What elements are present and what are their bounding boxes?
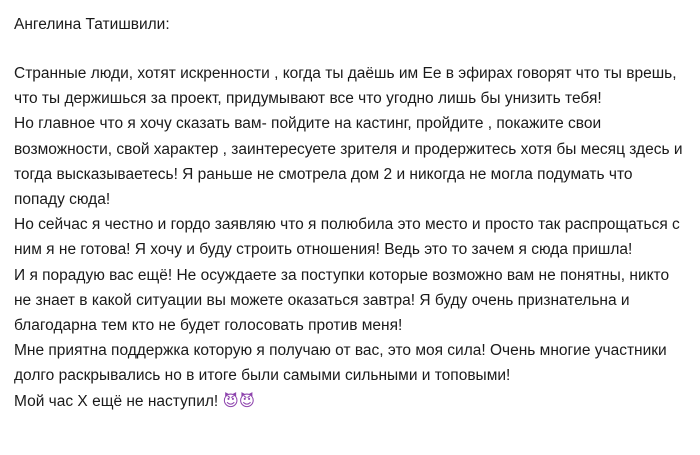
post-paragraph: Но сейчас я честно и гордо заявляю что я полюбила это место и просто так распрощаться с ним я не готова! Я хочу и буду строить отношения! Ведь это то зачем я сюда пришла! [14, 216, 680, 259]
post-paragraph: Странные люди, хотят искренности , когда ты даёшь им Ее в эфирах говорят что ты врешь, что ты держишься за проект, придумывают все что угодно лишь бы унизить тебя! [14, 65, 677, 108]
post-paragraph-text: Мой час Х ещё не наступил! [14, 392, 223, 410]
post-paragraph: Но главное что я хочу сказать вам- пойдите на кастинг, пройдите , покажите свои возможности, свой характер , заинтересуете зрителя и продержитесь хотя бы месяц здесь и тогда высказываетесь! Я раньше не смотрела дом 2 и никогда не могла подумать что попаду сюда! [14, 115, 683, 209]
post-paragraph: И я порадую вас ещё! Не осуждаете за поступки которые возможно вам не понятны, никто не знает в какой ситуации вы можете оказаться завтра! Я буду очень признательна и благодарна тем кто не будет голосовать против меня! [14, 266, 670, 335]
post-paragraph: Мне приятна поддержка которую я получаю от вас, это моя сила! Очень многие участники долго раскрывались но в итоге были самыми сильными и топовыми! [14, 342, 667, 385]
post-body [14, 61, 686, 414]
post-author: Ангелина Татишвили: [14, 16, 170, 33]
devil-emoji: 😈😈 [222, 391, 255, 410]
post-paragraph-final [14, 389, 686, 414]
